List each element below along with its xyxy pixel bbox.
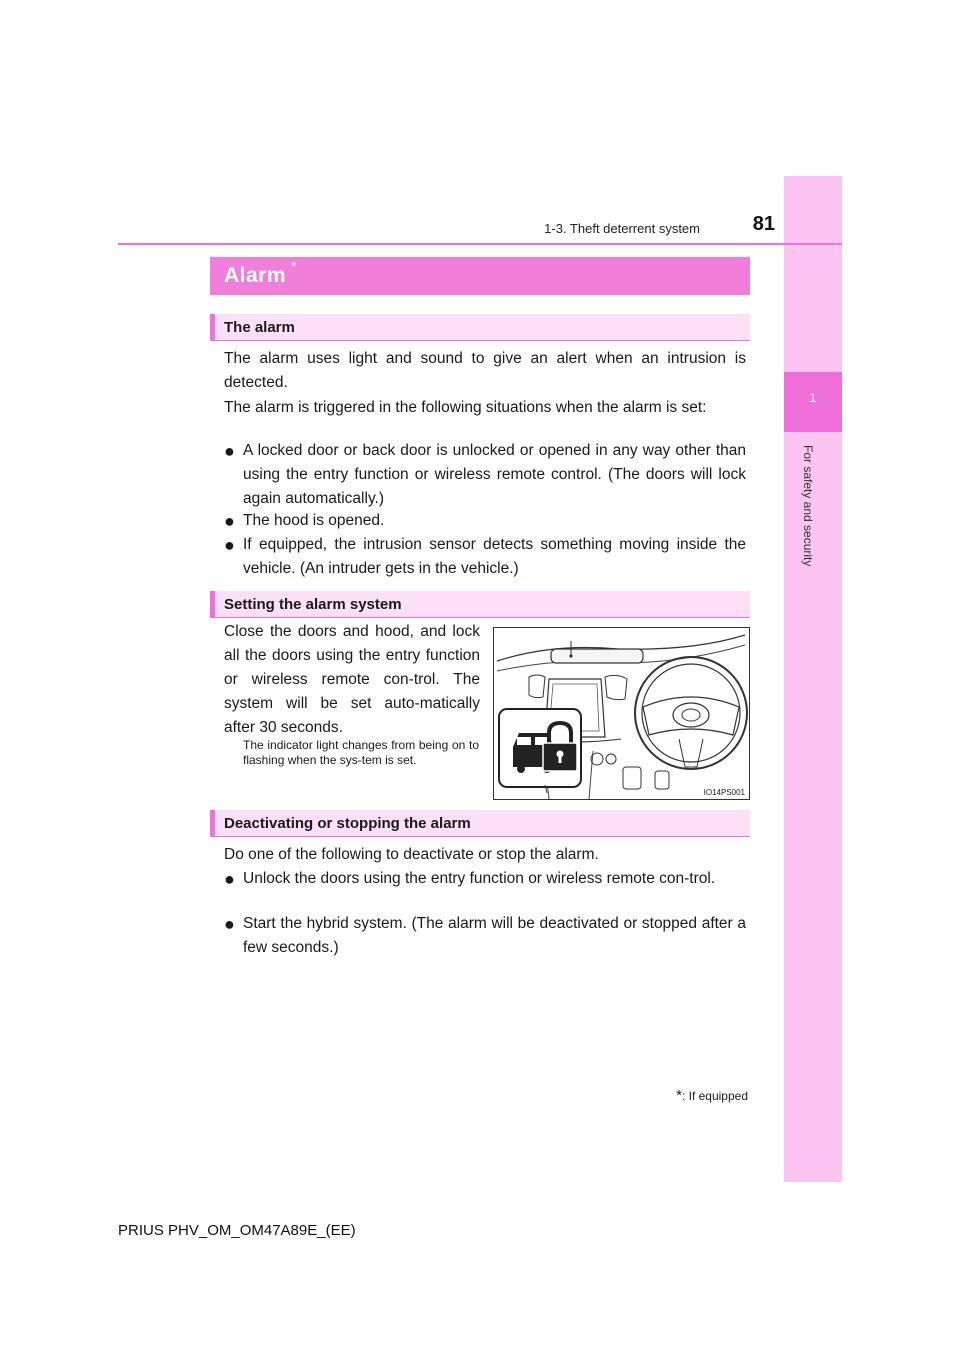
svg-text:IO14PS001: IO14PS001 [703,788,745,797]
list-item-text: The hood is opened. [243,512,385,529]
document-footer: PRIUS PHV_OM_OM47A89E_(EE) [118,1222,356,1239]
subheading-deactivating [210,810,750,837]
page-number: 81 [752,213,775,235]
equipped-asterisk-icon: * [291,258,297,274]
list-item [224,533,746,581]
subheading-label: The alarm [224,319,295,336]
chapter-label: For safety and security [801,445,815,567]
asterisk-icon: * [676,1087,682,1104]
dashboard-illustration [493,627,750,800]
subheading-label: Setting the alarm system [224,596,402,613]
bullet-icon: ● [224,535,235,555]
list-item [224,912,746,960]
subheading-setting-alarm [210,591,750,618]
header-rule [118,243,842,245]
intro-paragraph: The alarm uses light and sound to give an alert when an intrusion is detected. [224,350,746,391]
list-item [224,509,746,533]
deactivate-paragraph: Do one of the following to deactivate or stop the alarm. [224,846,599,863]
bullet-icon: ● [224,869,235,889]
footnote-text: : If equipped [681,1089,748,1103]
list-item-text: Unlock the doors using the entry function or wireless remote con-trol. [243,870,716,887]
subheading-edge [210,810,215,836]
bullet-icon: ● [224,914,235,934]
indicator-note: The indicator light changes from being on to flashing when the sys-tem is set. [243,738,479,767]
subheading-edge [210,314,215,340]
page-title: Alarm [224,264,287,287]
section-header: 1-3. Theft deterrent system [544,221,700,236]
bullet-icon: ● [224,441,235,461]
footnote [600,1087,748,1104]
list-item [224,439,746,511]
list-item [224,867,746,891]
subheading-edge [210,591,215,617]
subheading-label: Deactivating or stopping the alarm [224,815,471,832]
chapter-side-tab [784,176,842,1182]
list-item-text: If equipped, the intrusion sensor detects something moving inside the vehicle. (An intruder gets in the vehicle.) [243,536,746,577]
setting-paragraph: Close the doors and hood, and lock all the doors using the entry function or wireless remote con-trol. The system will be set auto-matically after 30 seconds. [224,623,480,736]
subheading-the-alarm [210,314,750,341]
list-item-text: Start the hybrid system. (The alarm will be deactivated or stopped after a few seconds.) [243,915,746,956]
bullet-icon: ● [224,511,235,531]
trigger-paragraph: The alarm is triggered in the following situations when the alarm is set: [224,399,707,416]
list-item-text: A locked door or back door is unlocked or opened in any way other than using the entry function or wireless remote control. (The doors will lock again automatically.) [243,442,746,507]
chapter-number: 1 [809,390,817,405]
